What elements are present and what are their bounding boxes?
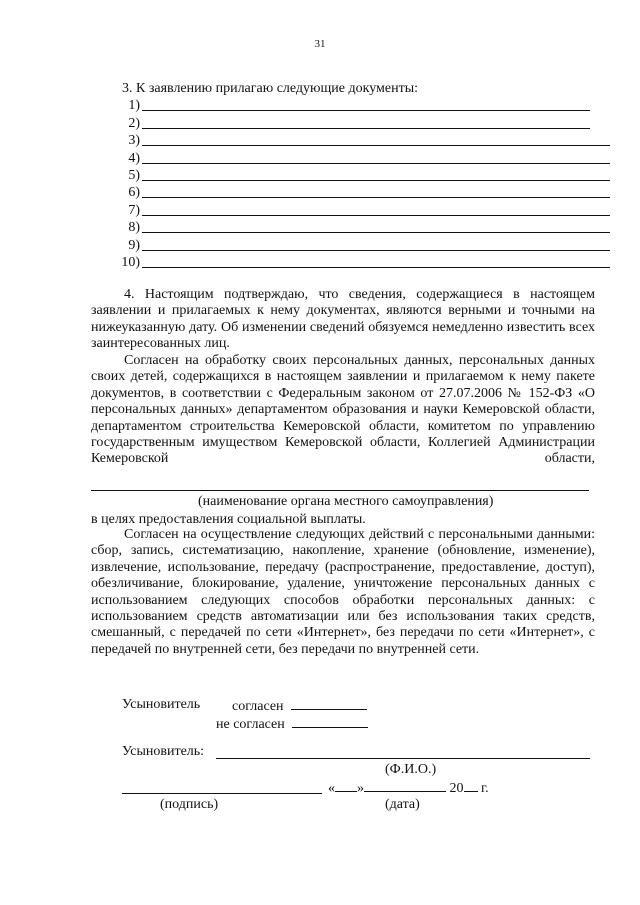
authority-caption: (наименование органа местного самоуправления): [198, 494, 494, 509]
fio-caption: (Ф.И.О.): [385, 762, 437, 777]
fio-line[interactable]: [216, 758, 590, 759]
quote-close: »: [357, 781, 364, 796]
consent-disagree-option[interactable]: [216, 715, 368, 733]
document-line-6[interactable]: [118, 184, 140, 201]
purpose-line: в целях предоставления социальной выплаты.: [91, 512, 366, 527]
consent-agree-option[interactable]: [232, 697, 367, 715]
date-caption: (дата): [385, 797, 420, 812]
signature-caption: (подпись): [160, 797, 219, 812]
document-line-number: 10): [121, 255, 140, 270]
document-line-2[interactable]: [118, 115, 140, 132]
section-3-title: 3. К заявлению прилагаю следующие документы:: [122, 81, 419, 96]
year-line[interactable]: [464, 779, 478, 792]
consent-paragraph: Согласен на обработку своих персональных данных, персональных данных своих детей, содержащихся в настоящем заявлении и прилагаемом к нему пакете документов, в соответствии с Федеральным законом от 27.07.2006 № 152-ФЗ «О персональных данных» департаментом образования и науки Кемеровской области, департаментом строительства Кемеровской области, комитетом по управлению государственным имуществом Кемеровской области, Коллегией Администрации Кемеровской области,: [91, 353, 595, 467]
document-line-1[interactable]: [118, 97, 140, 114]
document-line-number: 9): [128, 238, 140, 253]
consent-adopter-label: Усыновитель: [122, 697, 201, 712]
year-suffix: г.: [481, 781, 489, 796]
document-line-8[interactable]: [118, 219, 140, 236]
document-line-number: 1): [128, 98, 140, 113]
month-line[interactable]: [364, 779, 446, 792]
date-field[interactable]: [328, 779, 489, 797]
agree-signature-line[interactable]: [291, 697, 367, 710]
disagree-label: не согласен: [216, 717, 285, 732]
signature-adopter-label: Усыновитель:: [122, 744, 205, 759]
page-number: 31: [314, 38, 326, 50]
document-line-number: 2): [128, 116, 140, 131]
document-line-number: 5): [128, 168, 140, 183]
agree-label: согласен: [232, 699, 284, 714]
signature-line[interactable]: [122, 793, 322, 794]
document-line-number: 3): [128, 133, 140, 148]
document-line-number: 7): [128, 203, 140, 218]
document-line-4[interactable]: [118, 150, 140, 167]
document-line-number: 4): [128, 151, 140, 166]
quote-open: «: [328, 781, 335, 796]
document-line-number: 8): [128, 220, 140, 235]
document-line-number: 6): [128, 185, 140, 200]
disagree-signature-line[interactable]: [292, 715, 368, 728]
document-line-9[interactable]: [118, 237, 140, 254]
authority-name-line[interactable]: [91, 490, 589, 491]
document-line-3[interactable]: [118, 132, 140, 149]
day-line[interactable]: [335, 779, 357, 792]
actions-consent-paragraph: Согласен на осуществление следующих действий с персональными данными: сбор, запись, систематизацию, накопление, хранение (обновление, изменение), извлечение, использование, передачу (распространение, предоставление, доступ), обезличивание, блокирование, удаление, уничтожение персональных данных с использованием следующих способов обработки персональных данных: с использованием средств автоматизации или без использования таких средств, смешанный, с передачей по сети «Интернет», без передачи по сети «Интернет», с передачей по внутренней сети, без передачи по внутренней сети.: [91, 527, 595, 657]
year-prefix: 20: [449, 781, 464, 796]
confirmation-paragraph: 4. Настоящим подтверждаю, что сведения, содержащиеся в настоящем заявлении и прилагаемых к нему документах, являются верными и точными на нижеуказанную дату. Об изменении сведений обязуемся немедленно известить всех заинтересованных лиц.: [91, 287, 595, 352]
document-line-10[interactable]: [118, 254, 140, 271]
document-line-7[interactable]: [118, 202, 140, 219]
document-line-5[interactable]: [118, 167, 140, 184]
